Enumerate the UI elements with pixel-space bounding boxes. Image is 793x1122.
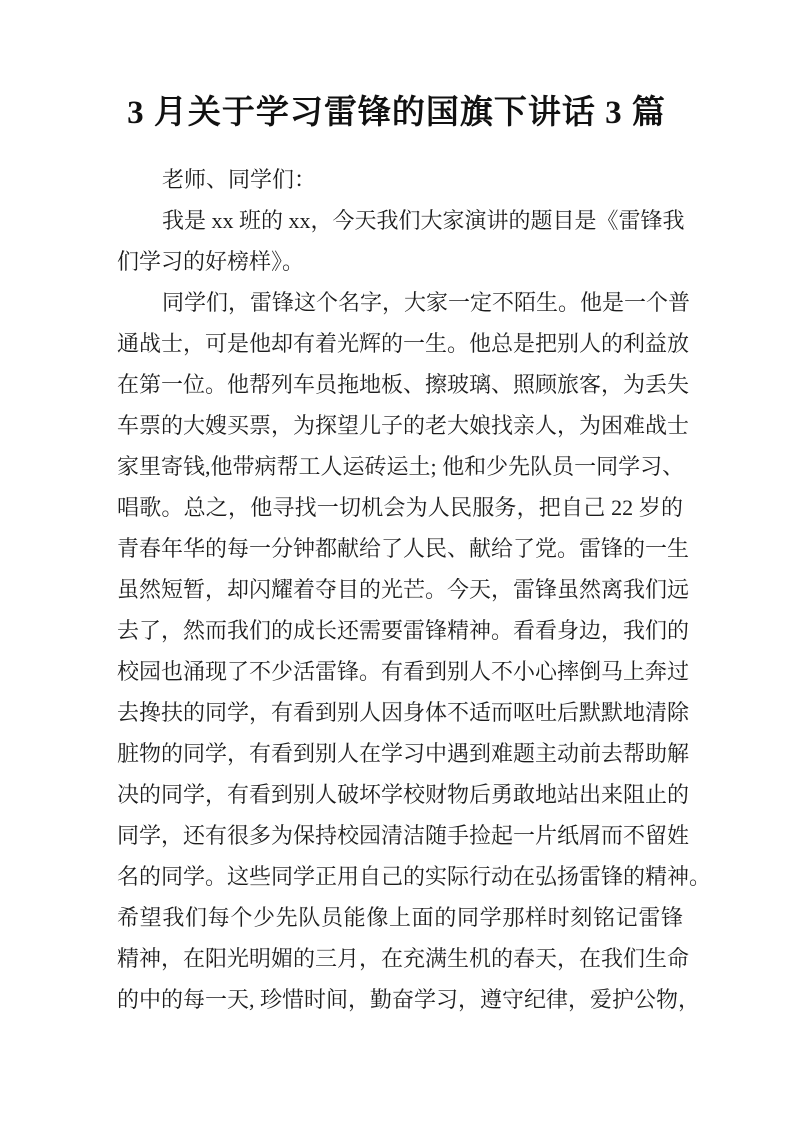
text-line: 虽然短暂，却闪耀着夺目的光芒。今天，雷锋虽然离我们远 [117,577,690,602]
text-line: 希望我们每个少先队员能像上面的同学那样时刻铭记雷锋 [117,905,683,930]
text-line: 同学们，雷锋这个名字，大家一定不陌生。他是一个普 [162,290,691,315]
text-line: 通战士，可是他却有着光辉的一生。他总是把别人的利益放 [117,331,690,356]
text-line: 名的同学。这些同学正用自己的实际行动在弘扬雷锋的精神。 [117,864,712,889]
text-line: 脏物的同学，有看到别人在学习中遇到难题主动前去帮助解 [117,741,690,766]
text-line: 决的同学，有看到别人破坏学校财物后勇敢地站出来阻止的 [117,782,690,807]
text-line: 我是 xx 班的 xx，今天我们大家演讲的题目是《雷锋我 [162,208,685,233]
text-line: 青春年华的每一分钟都献给了人民、献给了党。雷锋的一生 [117,536,690,561]
text-line: 校园也涌现了不少活雷锋。有看到别人不小心摔倒马上奔过 [117,659,690,684]
text-line: 去搀扶的同学，有看到别人因身体不适而呕吐后默默地清除 [117,700,690,725]
text-line: 的中的每一天, 珍惜时间，勤奋学习，遵守纪律，爱护公物， [117,987,701,1012]
text-line: 们学习的好榜样》。 [117,249,305,274]
text-line: 在第一位。他帮列车员拖地板、擦玻璃、照顾旅客，为丢失 [117,372,690,397]
text-line: 唱歌。总之，他寻找一切机会为人民服务，把自己 22 岁的 [117,495,683,520]
text-line: 去了，然而我们的成长还需要雷锋精神。看看身边，我们的 [117,618,690,643]
text-line: 车票的大嫂买票，为探望儿子的老大娘找亲人，为困难战士 [117,413,690,438]
text-line: 同学，还有很多为保持校园清洁随手捡起一片纸屑而不留姓 [117,823,690,848]
text-line: 老师、同学们： [162,167,317,192]
text-line: 家里寄钱,他带病帮工人运砖运土; 他和少先队员一同学习、 [117,454,685,479]
document-body [117,159,712,1020]
document-title: 3 月关于学习雷锋的国旗下讲话 3 篇 [127,95,666,131]
text-line: 精神，在阳光明媚的三月，在充满生机的春天，在我们生命 [117,946,690,971]
